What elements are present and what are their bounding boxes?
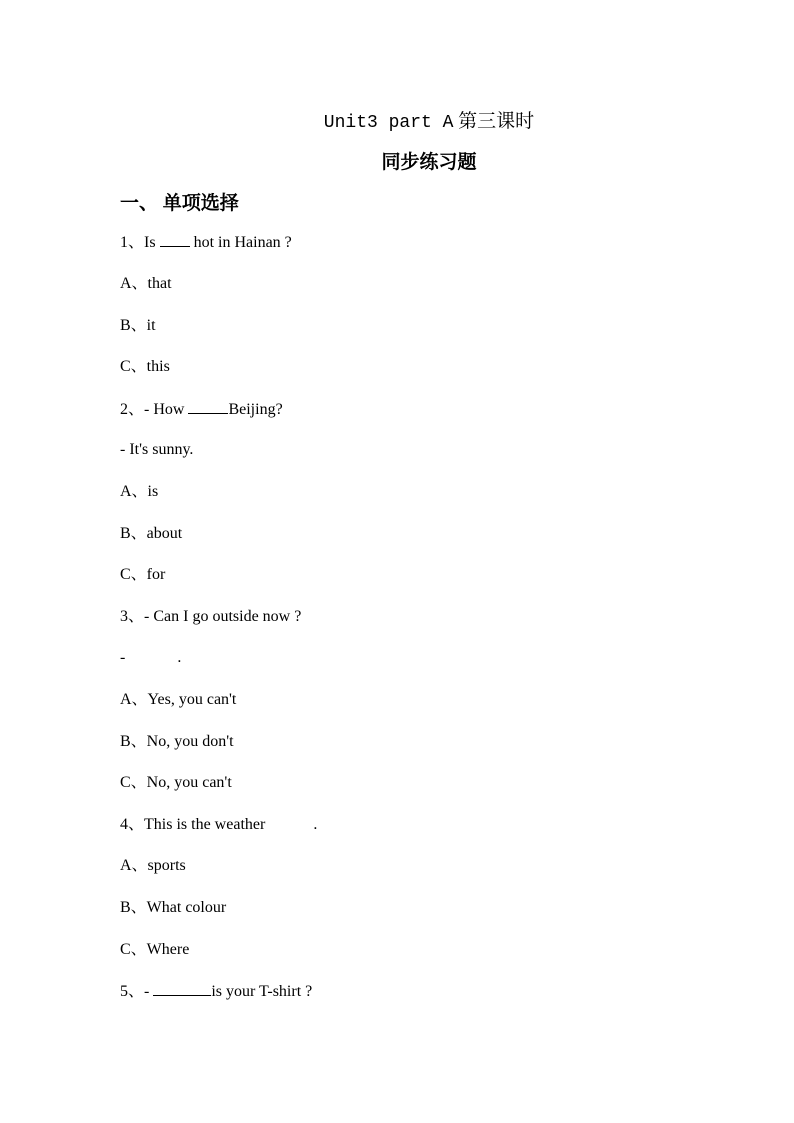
option-a: A、Yes, you can't xyxy=(120,691,237,708)
option-a: A、sports xyxy=(120,857,186,874)
worksheet-title xyxy=(0,106,794,133)
question-2 xyxy=(120,399,283,420)
question-1 xyxy=(120,232,292,253)
option-c: C、No, you can't xyxy=(120,774,232,791)
question-text: - Can I go outside now ? xyxy=(144,608,302,625)
option-a: A、is xyxy=(120,483,159,500)
question-reply: - It's sunny. xyxy=(120,441,194,458)
question-text-after: is your T-shirt ? xyxy=(211,983,313,1000)
title-lesson-text: 第三课时 xyxy=(458,111,535,132)
title-unit-text: Unit3 part A xyxy=(323,113,454,133)
question-number: 5、 xyxy=(120,983,145,1000)
answer-blank xyxy=(153,981,211,996)
option-b: B、No, you don't xyxy=(120,733,234,750)
answer-blank xyxy=(188,399,228,414)
question-number: 1、 xyxy=(120,234,145,251)
question-reply xyxy=(120,648,181,668)
question-text-before: - How xyxy=(144,401,185,418)
option-a: A、that xyxy=(120,275,172,292)
option-b: B、What colour xyxy=(120,899,227,916)
option-b: B、about xyxy=(120,525,183,542)
question-text-after: . xyxy=(313,816,318,833)
question-5 xyxy=(120,981,312,1002)
question-text-after: hot in Hainan ? xyxy=(193,234,292,251)
question-text-after: Beijing? xyxy=(228,401,283,418)
reply-period: . xyxy=(177,649,182,666)
option-c: C、for xyxy=(120,566,166,583)
question-3 xyxy=(120,607,301,627)
reply-dash: - xyxy=(120,649,126,666)
option-c: C、this xyxy=(120,358,170,375)
section-heading: 一、 单项选择 xyxy=(120,193,239,214)
question-number: 3、 xyxy=(120,608,145,625)
question-text-before: This is the weather xyxy=(144,816,266,833)
option-c: C、Where xyxy=(120,941,190,958)
question-4 xyxy=(120,815,317,835)
question-number: 2、 xyxy=(120,401,145,418)
question-text-before: Is xyxy=(144,234,156,251)
answer-blank xyxy=(160,232,190,247)
question-number: 4、 xyxy=(120,816,145,833)
worksheet-subtitle: 同步练习题 xyxy=(381,152,477,173)
option-b: B、it xyxy=(120,317,156,334)
question-text-before: - xyxy=(144,983,150,1000)
